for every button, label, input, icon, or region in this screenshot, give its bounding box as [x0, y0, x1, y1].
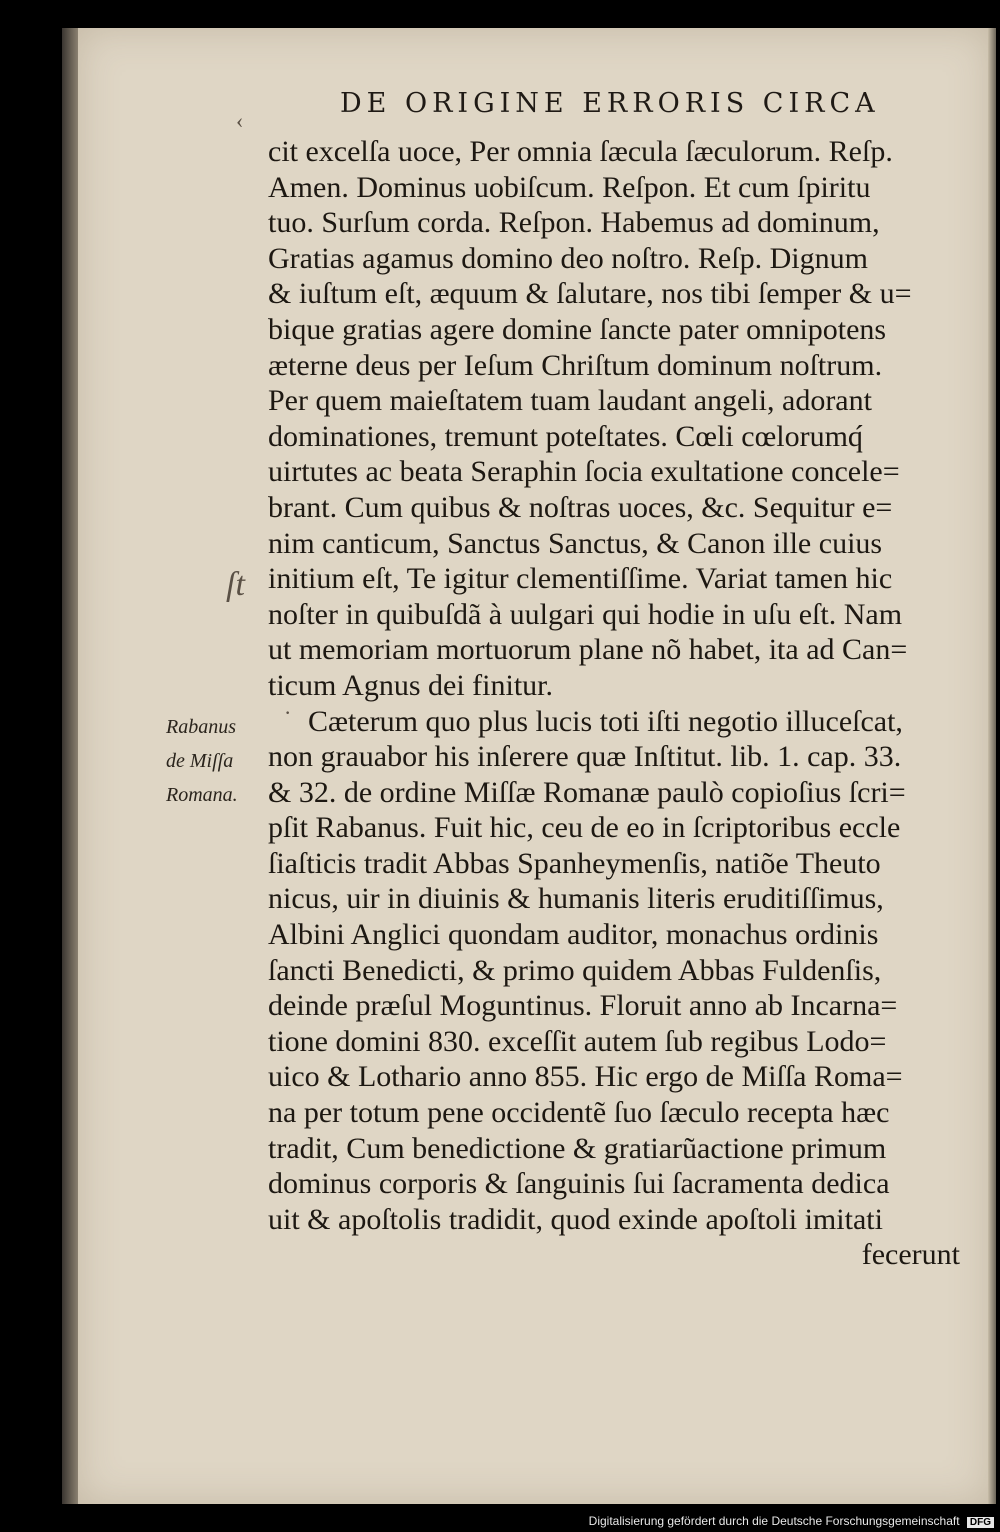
text-line: tuo. Surſum corda. Reſpon. Habemus ad dominum,: [268, 206, 880, 240]
dfg-logo: DFG: [967, 1517, 994, 1528]
text-line: ut memoriam mortuorum plane nõ habet, ita ad Can=: [268, 633, 908, 667]
page-right-edge: [988, 28, 996, 1504]
footer-text: Digitalisierung gefördert durch die Deutsche Forschungsgemeinschaft: [588, 1514, 960, 1528]
text-line: nim canticum, Sanctus Sanctus, & Canon ille cuius: [268, 526, 883, 560]
margin-note-line: Romana.: [166, 784, 238, 806]
text-line: Gratias agamus domino deo noſtro. Reſp. Dignum: [268, 241, 868, 275]
text-line: dominationes, tremunt poteſtates. Cœli cœlorumq́: [268, 419, 863, 453]
text-line: Albini Anglici quondam auditor, monachus ordinis: [268, 918, 879, 952]
text-line: uirtutes ac beata Seraphin ſocia exultatione concele=: [268, 455, 900, 489]
text-line: nicus, uir in diuinis & humanis literis eruditiſſimus,: [268, 882, 884, 916]
catchword: fecerunt: [861, 1238, 960, 1272]
text-line: uit & apoſtolis tradidit, quod exinde apoſtoli imitati: [268, 1202, 883, 1236]
text-line: Amen. Dominus uobiſcum. Reſpon. Et cum ſpiritu: [268, 170, 871, 204]
text-line: tione domini 830. exceſſit autem ſub regibus Lodo=: [268, 1024, 887, 1058]
body-text: [268, 134, 968, 1273]
text-line: cit excelſa uoce, Per omnia ſæcula ſæculorum. Reſp.: [268, 135, 893, 168]
footer-credit: [589, 1514, 994, 1528]
text-line: brant. Cum quibus & noſtras uoces, &c. Sequitur e=: [268, 490, 893, 524]
text-line: ticum Agnus dei finitur.: [268, 668, 553, 702]
text-line: ſancti Benedicti, & primo quidem Abbas Fuldenſis,: [268, 953, 882, 987]
text-line: uico & Lothario anno 855. Hic ergo de Miſſa Roma=: [268, 1060, 903, 1094]
text-line: na per totum pene occidentẽ ſuo ſæculo recepta hæc: [268, 1096, 890, 1130]
text-line: dominus corporis & ſanguinis ſui ſacramenta dedica: [268, 1167, 890, 1201]
marginal-note: [166, 710, 266, 812]
text-line: Cæterum quo plus lucis toti iſti negotio illuceſcat,: [308, 704, 903, 738]
running-header: DE ORIGINE ERRORIS CIRCA: [340, 88, 880, 119]
ink-mark: ‹: [236, 108, 244, 133]
text-line: æterne deus per Ieſum Chriſtum dominum noſtrum.: [268, 348, 883, 382]
text-line: & 32. de ordine Miſſæ Romanæ paulò copioſius ſcri=: [268, 775, 906, 809]
text-line: initium eſt, Te igitur clementiſſime. Variat tamen hic: [268, 562, 893, 596]
text-line: tradit, Cum benedictione & gratiarũactione primum: [268, 1131, 887, 1165]
page-left-edge: [62, 28, 78, 1504]
margin-note-line: de Miſſa: [166, 750, 234, 772]
text-line: noſter in quibuſdã à uulgari qui hodie in uſu eſt. Nam: [268, 597, 903, 631]
text-line: pſit Rabanus. Fuit hic, ceu de eo in ſcriptoribus eccle: [268, 811, 901, 845]
text-line: & iuſtum eſt, æquum & ſalutare, nos tibi ſemper & u=: [268, 277, 912, 311]
text-line: ſiaſticis tradit Abbas Spanheymenſis, natiõe Theuto: [268, 846, 881, 880]
text-line: bique gratias agere domine ſancte pater omnipotens: [268, 312, 887, 346]
text-line: Per quem maieſtatem tuam laudant angeli, adorant: [268, 384, 872, 418]
text-line: deinde præſul Moguntinus. Floruit anno ab Incarna=: [268, 989, 898, 1023]
margin-note-line: Rabanus: [166, 716, 236, 738]
ink-mark: ·: [284, 700, 292, 725]
ink-mark: ſt: [226, 566, 245, 603]
text-line: non grauabor his inſerere quæ Inſtitut. lib. 1. cap. 33.: [268, 740, 902, 774]
